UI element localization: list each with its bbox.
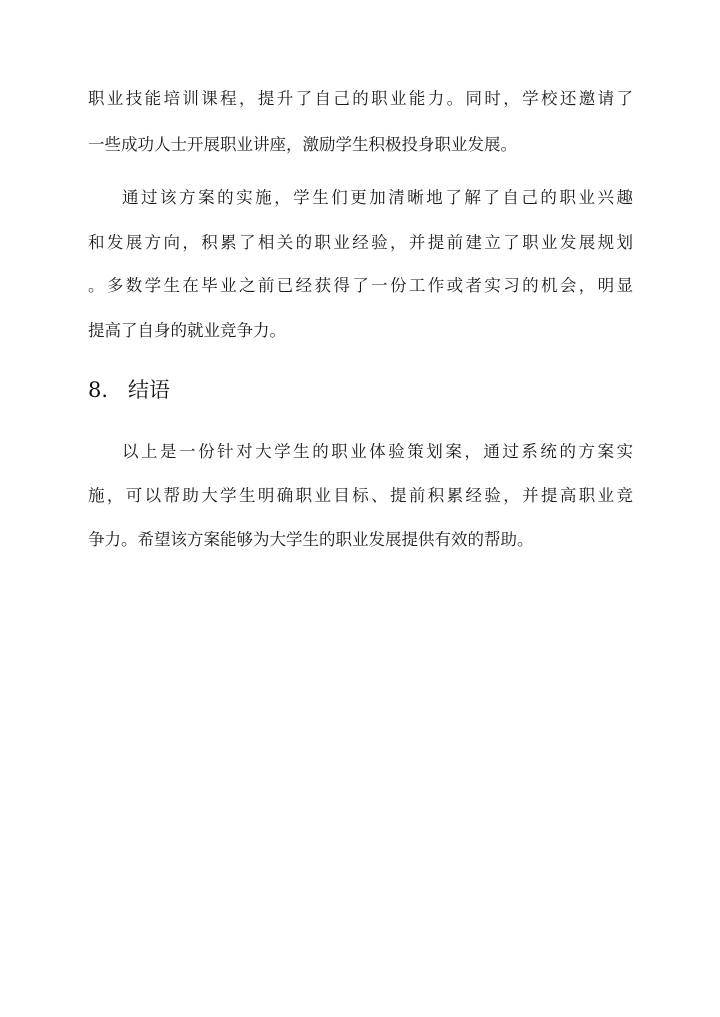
paragraph-line: 争力。希望该方案能够为大学生的职业发展提供有效的帮助。 (88, 530, 534, 549)
section-heading (88, 372, 170, 408)
paragraph-line: 和发展方向，积累了相关的职业经验，并提前建立了职业发展规划 (88, 233, 633, 252)
paragraph-line: 职业技能培训课程，提升了自己的职业能力。同时，学校还邀请了 (88, 89, 633, 108)
paragraph-line: 一些成功人士开展职业讲座，激励学生积极投身职业发展。 (88, 135, 517, 154)
paragraph-line: 通过该方案的实施，学生们更加清晰地了解了自己的职业兴趣 (122, 188, 633, 207)
paragraph-line: 。多数学生在毕业之前已经获得了一份工作或者实习的机会，明显 (88, 276, 633, 295)
paragraph-line: 以上是一份针对大学生的职业体验策划案，通过系统的方案实 (122, 442, 633, 461)
section-title: 结语 (128, 378, 170, 402)
section-number: 8. (88, 378, 109, 402)
paragraph-line: 施，可以帮助大学生明确职业目标、提前积累经验，并提高职业竞 (88, 486, 633, 505)
paragraph-line: 提高了自身的就业竞争力。 (88, 321, 286, 340)
